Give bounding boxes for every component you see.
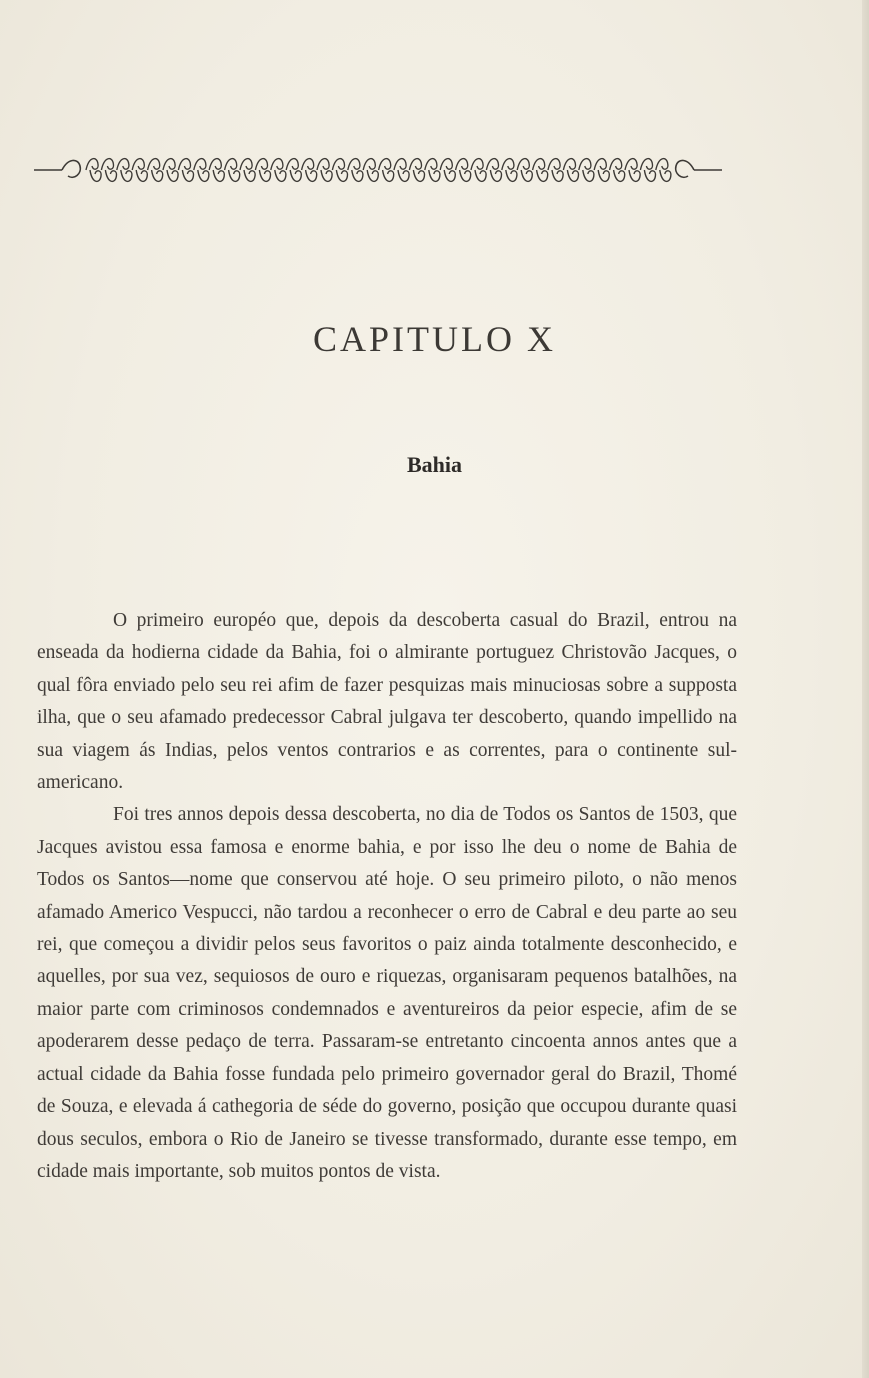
ornament-scroll [336,170,347,181]
ornament-scroll [178,159,190,170]
ornament-scroll [275,170,286,181]
ornament-scroll [213,170,224,181]
ornament-scroll [563,159,575,170]
ornament-scroll [548,159,560,170]
ornament-scroll [460,170,471,181]
ornament-scroll [398,170,409,181]
ornament-scroll [444,170,455,181]
ornament-scroll [332,159,344,170]
ornament-scroll [101,159,113,170]
body-text [37,605,737,1188]
chapter-title: CAPITULO X [313,319,556,359]
ornament-scroll [656,159,668,170]
ornament-scroll [229,170,240,181]
ornament-scroll [194,159,206,170]
ornament-scroll [537,170,548,181]
page-edge [862,0,869,1378]
ornament-scroll [259,170,270,181]
ornament-scroll [644,170,655,181]
ornament-scroll [225,159,237,170]
ornament-scroll [290,170,301,181]
ornament-scroll [240,159,252,170]
ornament-scroll [475,170,486,181]
ornament-scroll [594,159,606,170]
ornament-scroll [502,159,514,170]
ornament-scroll [583,170,594,181]
ornament-scroll [348,159,360,170]
ornament-scroll [490,170,501,181]
ornament-scroll [440,159,452,170]
ornament-scroll [614,170,625,181]
ornament-scroll [286,159,298,170]
ornament-scroll [86,159,98,170]
ornament-scroll [521,170,532,181]
ornament-scroll [105,170,116,181]
ornament-scroll [244,170,255,181]
ornament-scroll [271,159,283,170]
ornament-scroll [598,170,609,181]
ornament-scroll [148,159,160,170]
ornament-scroll [167,170,178,181]
ornament-scroll [379,159,391,170]
ornament-scroll [394,159,406,170]
ornament-scroll [517,159,529,170]
ornament-scroll [152,170,163,181]
ornament-scroll [425,159,437,170]
ornament-scroll [567,170,578,181]
ornament-scroll [471,159,483,170]
ornament-scroll [383,170,394,181]
paragraph: O primeiro européo que, depois da descoberta casual do Brazil, entrou na enseada da hodierna cidade da Bahia, foi o almirante portuguez Christovão Jacques, o qual fôra enviado pelo seu rei afim de fazer pesquizas mais minuciosas sobre a supposta ilha, que o seu afamado predecessor Cabral julgava ter descoberto, quando impellido na sua viagem ás Indias, pelos ventos contrarios e as correntes, para o continente sul-americano. [37,610,737,794]
ornament-scroll [132,159,144,170]
ornament-scroll [209,159,221,170]
ornament-scroll [117,159,129,170]
ornament-scroll [136,170,147,181]
paragraph: Foi tres annos depois dessa descoberta, no dia de Todos os Santos de 1503, que Jacques avistou essa famosa e enorme bahia, e por isso lhe deu o nome de Bahia de Todos os Santos—nome que conservou até hoje. O seu primeiro piloto, o não menos afamado Americo Vespucci, não tardou a reconhecer o erro de Cabral e deu parte ao seu rei, que começou a dividir pelos seus favoritos o paiz ainda totalmente desconhecido, e aquelles, por sua vez, sequiosos de ouro e riquezas, organisaram pequenos batalhões, na maior parte com criminosos condemnados e aventureiros da peior especie, afim de se apoderarem desse pedaço de terra. Passaram-se entretanto cincoenta annos antes que a actual cidade da Bahia fosse fundada pelo primeiro governador geral do Brazil, Thomé de Souza, e elevada á cathegoria de séde do governo, posição que occupou durante quasi dous seculos, embora o Rio de Janeiro se tivesse transformado, durante esse tempo, em cidade mais importante, sob muitos pontos de vista. [37,804,737,1182]
ornament-scroll [163,159,175,170]
ornament-scroll [90,170,101,181]
ornament-scroll [198,170,209,181]
ornament-scroll [610,159,622,170]
ornament-scroll [429,170,440,181]
ornament-scroll [255,159,267,170]
ornament-scroll [321,170,332,181]
ornament-scroll [413,170,424,181]
ornament-scroll [317,159,329,170]
section-title: Bahia [406,452,463,477]
ornament-scroll [506,170,517,181]
ornament-scroll [306,170,317,181]
ornament-scroll [533,159,545,170]
ornament-scroll [456,159,468,170]
ornament-scroll [363,159,375,170]
ornament-scroll [367,170,378,181]
ornament-scroll [409,159,421,170]
ornament-scroll [579,159,591,170]
ornament-scroll [302,159,314,170]
ornament-scroll [552,170,563,181]
ornament-scroll [660,170,671,181]
ornament-scroll [182,170,193,181]
decorative-border-icon [34,150,722,190]
ornament-scroll [486,159,498,170]
ornament-scroll [352,170,363,181]
ornament-scroll [121,170,132,181]
ornament-scroll [625,159,637,170]
ornament-scroll [629,170,640,181]
ornament-scroll [640,159,652,170]
